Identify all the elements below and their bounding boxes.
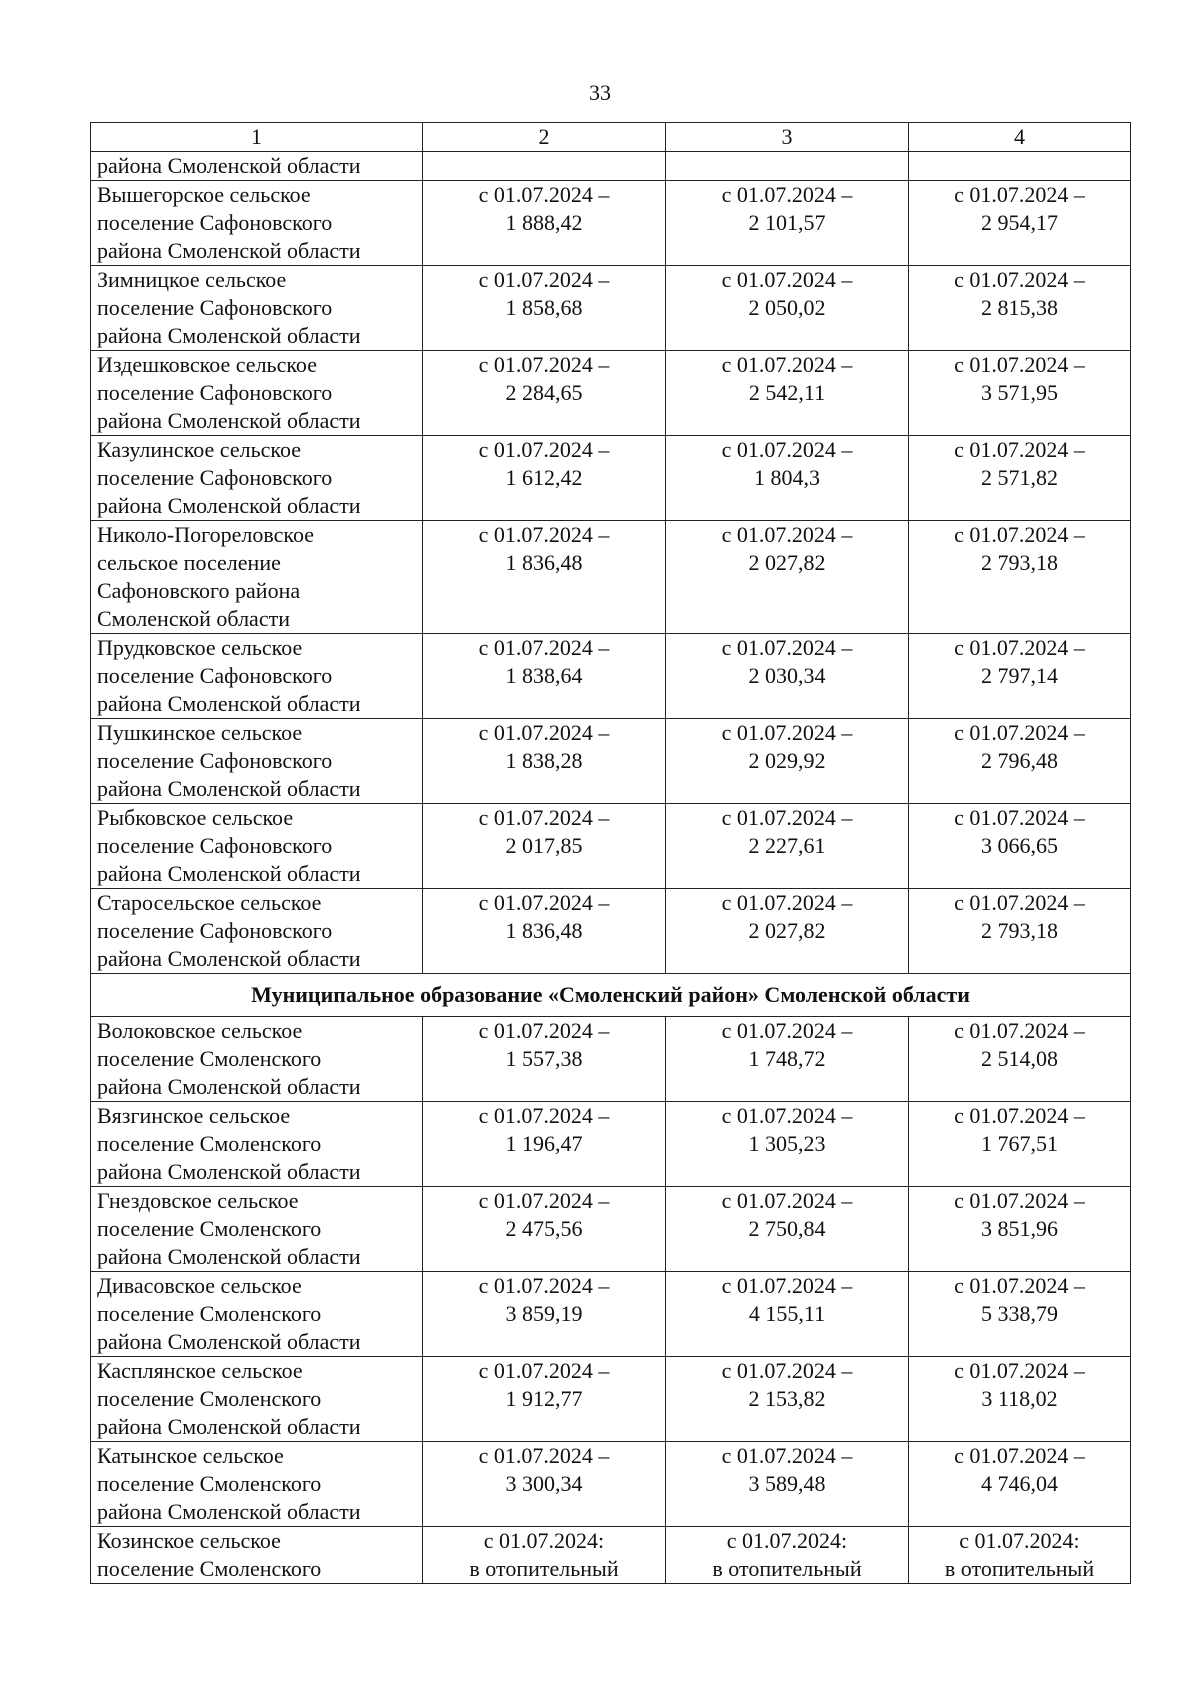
cell-line: 4 746,04	[981, 1471, 1058, 1496]
cell-line: с 01.07.2024 –	[478, 1358, 610, 1383]
tariff-cell-col2	[423, 181, 666, 266]
cell-line: поселение Сафоновского	[97, 833, 333, 858]
cell-line: 2 793,18	[981, 550, 1058, 575]
tariff-cell-col2	[423, 521, 666, 634]
cell-line: поселение Смоленского	[97, 1471, 322, 1496]
table-row	[91, 436, 1131, 521]
cell-line: 1 305,23	[748, 1131, 826, 1156]
cell-line: 3 851,96	[981, 1216, 1058, 1241]
tariff-cell-col2	[423, 266, 666, 351]
cell-line: Зимницкое сельское	[97, 267, 287, 292]
cell-line: района Смоленской области	[97, 493, 361, 518]
cell-line: 2 153,82	[748, 1386, 826, 1411]
cell-line: 3 859,19	[505, 1301, 583, 1326]
cell-line: 4 155,11	[748, 1301, 826, 1326]
tariff-cell-col4	[909, 889, 1131, 974]
cell-line: с 01.07.2024 –	[478, 1018, 610, 1043]
cell-line: с 01.07.2024 –	[478, 522, 610, 547]
cell-line: Казулинское сельское	[97, 437, 301, 462]
tariff-cell-col4	[909, 1527, 1131, 1584]
column-header-2: 2	[423, 123, 666, 152]
tariff-cell-col3	[666, 889, 909, 974]
cell-line: 2 571,82	[981, 465, 1058, 490]
cell-line: с 01.07.2024 –	[478, 1103, 610, 1128]
settlement-name	[91, 1187, 423, 1272]
tariff-cell-col3	[666, 266, 909, 351]
header-row	[91, 123, 1131, 152]
tariff-cell-col3	[666, 634, 909, 719]
cell-line: с 01.07.2024 –	[478, 720, 610, 745]
cell-line: Волоковское сельское	[97, 1018, 303, 1043]
cell-line: района Смоленской области	[97, 946, 361, 971]
cell-line: 1 748,72	[748, 1046, 826, 1071]
cell-line: поселение Сафоновского	[97, 918, 333, 943]
table-row	[91, 181, 1131, 266]
cell-line: поселение Сафоновского	[97, 295, 333, 320]
cell-line: с 01.07.2024 –	[954, 805, 1085, 830]
cell-line: поселение Сафоновского	[97, 210, 333, 235]
cell-line: 2 793,18	[981, 918, 1058, 943]
table-row	[91, 1017, 1131, 1102]
cell-line: с 01.07.2024 –	[721, 1273, 853, 1298]
tariff-cell-col4	[909, 1442, 1131, 1527]
tariff-cell-col3	[666, 1357, 909, 1442]
cell-line: поселение Смоленского	[97, 1301, 322, 1326]
cell-line: с 01.07.2024 –	[721, 1018, 853, 1043]
cell-line: с 01.07.2024 –	[721, 1188, 853, 1213]
tariff-cell-col3	[666, 1442, 909, 1527]
cell-line: поселение Смоленского	[97, 1556, 322, 1581]
tariff-cell-col4	[909, 521, 1131, 634]
cell-line: с 01.07.2024 –	[478, 267, 610, 292]
cell-line: 2 542,11	[748, 380, 826, 405]
cell-line: с 01.07.2024 –	[478, 805, 610, 830]
cell-line: района Смоленской области	[97, 238, 361, 263]
cell-line: с 01.07.2024 –	[954, 635, 1085, 660]
cell-line: с 01.07.2024 –	[721, 890, 853, 915]
cell-line: с 01.07.2024 –	[954, 1443, 1085, 1468]
tariff-cell-col2	[423, 1102, 666, 1187]
cell-line: 2 514,08	[981, 1046, 1058, 1071]
settlement-name	[91, 1357, 423, 1442]
cell-line: с 01.07.2024 –	[721, 720, 853, 745]
cell-line: с 01.07.2024 –	[954, 1103, 1085, 1128]
cell-line: с 01.07.2024:	[726, 1528, 848, 1553]
cell-line: 3 118,02	[981, 1386, 1058, 1411]
empty-cell	[423, 152, 666, 181]
empty-cell	[909, 152, 1131, 181]
tariff-table	[90, 122, 1131, 1584]
cell-line: 2 050,02	[748, 295, 826, 320]
settlement-name	[91, 634, 423, 719]
column-header-3: 3	[666, 123, 909, 152]
tariff-cell-col3	[666, 1187, 909, 1272]
cell-line: 3 066,65	[981, 833, 1058, 858]
tariff-cell-col4	[909, 1102, 1131, 1187]
cell-line: 2 475,56	[505, 1216, 583, 1241]
cell-line: 2 101,57	[748, 210, 826, 235]
settlement-name	[91, 1527, 423, 1584]
tariff-cell-col2	[423, 1187, 666, 1272]
cell-line: Гнездовское сельское	[97, 1188, 299, 1213]
cell-line: с 01.07.2024 –	[721, 635, 853, 660]
cell-line: поселение Сафоновского	[97, 465, 333, 490]
table-row	[91, 266, 1131, 351]
cell-line: с 01.07.2024 –	[478, 1188, 610, 1213]
tariff-cell-col2	[423, 1272, 666, 1357]
cell-line: 2 954,17	[981, 210, 1058, 235]
cell-line: 2 027,82	[748, 918, 826, 943]
cell-line: 1 912,77	[505, 1386, 583, 1411]
tariff-cell-col2	[423, 804, 666, 889]
cell-line: 5 338,79	[981, 1301, 1058, 1326]
cell-line: Сафоновского района	[97, 578, 301, 603]
cell-line: 2 797,14	[981, 663, 1058, 688]
cell-line: поселение Смоленского	[97, 1131, 322, 1156]
tariff-cell-col3	[666, 804, 909, 889]
tariff-cell-col3	[666, 1102, 909, 1187]
cell-line: 1 838,28	[505, 748, 583, 773]
cell-line: 1 836,48	[505, 918, 583, 943]
cell-line: Касплянское сельское	[97, 1358, 303, 1383]
settlement-name	[91, 266, 423, 351]
cell-line: Старосельское сельское	[97, 890, 322, 915]
cell-line: Вязгинское сельское	[97, 1103, 291, 1128]
cell-line: Издешковское сельское	[97, 352, 317, 377]
tariff-cell-col4	[909, 266, 1131, 351]
cell-line: с 01.07.2024 –	[478, 1443, 610, 1468]
settlement-name: района Смоленской области	[91, 152, 423, 181]
cell-line: района Смоленской области	[97, 408, 361, 433]
cell-line: 2 815,38	[981, 295, 1058, 320]
tariff-cell-col4	[909, 719, 1131, 804]
cell-line: с 01.07.2024 –	[721, 805, 853, 830]
table-row	[91, 1187, 1131, 1272]
section-title: Муниципальное образование «Смоленский район» Смоленской области	[91, 974, 1131, 1017]
cell-line: 3 300,34	[505, 1471, 583, 1496]
tariff-cell-col4	[909, 634, 1131, 719]
table-row	[91, 804, 1131, 889]
cell-line: 2 796,48	[981, 748, 1058, 773]
cell-line: 1 836,48	[505, 550, 583, 575]
cell-line: района Смоленской области	[97, 323, 361, 348]
cell-line: с 01.07.2024 –	[721, 267, 853, 292]
cell-line: Катынское сельское	[97, 1443, 284, 1468]
cell-line: в отопительный	[712, 1556, 862, 1581]
cell-line: 2 029,92	[748, 748, 826, 773]
settlement-name	[91, 181, 423, 266]
cell-line: поселение Сафоновского	[97, 663, 333, 688]
cell-line: Николо-Погореловское	[97, 522, 314, 547]
cell-line: 1 767,51	[981, 1131, 1058, 1156]
table-row	[91, 1357, 1131, 1442]
table-row	[91, 1442, 1131, 1527]
table-row	[91, 634, 1131, 719]
cell-line: с 01.07.2024 –	[954, 1358, 1085, 1383]
cell-line: Прудковское сельское	[97, 635, 303, 660]
tariff-cell-col4	[909, 1357, 1131, 1442]
cell-line: 2 284,65	[505, 380, 583, 405]
tariff-cell-col3	[666, 351, 909, 436]
cell-line: с 01.07.2024 –	[954, 890, 1085, 915]
cell-line: района Смоленской области	[97, 1159, 361, 1184]
cell-line: поселение Смоленского	[97, 1216, 322, 1241]
cell-line: поселение Сафоновского	[97, 748, 333, 773]
settlement-name	[91, 889, 423, 974]
cell-line: с 01.07.2024 –	[478, 1273, 610, 1298]
cell-line: 2 030,34	[748, 663, 826, 688]
cell-line: района Смоленской области	[97, 691, 361, 716]
table-row	[91, 521, 1131, 634]
tariff-cell-col4	[909, 804, 1131, 889]
cell-line: с 01.07.2024 –	[721, 1443, 853, 1468]
cell-line: 1 196,47	[505, 1131, 583, 1156]
cell-line: с 01.07.2024 –	[954, 1273, 1085, 1298]
cell-line: с 01.07.2024 –	[721, 182, 853, 207]
cell-line: Пушкинское сельское	[97, 720, 303, 745]
cell-line: 2 027,82	[748, 550, 826, 575]
tariff-cell-col2	[423, 719, 666, 804]
cell-line: с 01.07.2024 –	[478, 352, 610, 377]
table-row	[91, 351, 1131, 436]
cell-line: 2 750,84	[748, 1216, 826, 1241]
page-number: 33	[589, 80, 611, 105]
cell-line: 1 838,64	[505, 663, 583, 688]
cell-line: Козинское сельское	[97, 1528, 281, 1553]
column-header-1: 1	[91, 123, 423, 152]
cell-line: с 01.07.2024 –	[478, 182, 610, 207]
cell-line: с 01.07.2024 –	[721, 352, 853, 377]
empty-cell	[666, 152, 909, 181]
cell-line: Дивасовское сельское	[97, 1273, 302, 1298]
cell-line: 1 858,68	[505, 295, 583, 320]
cell-line: 1 888,42	[505, 210, 583, 235]
cell-line: 1 804,3	[754, 465, 820, 490]
cell-line: с 01.07.2024 –	[721, 1103, 853, 1128]
cell-line: поселение Сафоновского	[97, 380, 333, 405]
tariff-cell-col4	[909, 1017, 1131, 1102]
cell-line: с 01.07.2024 –	[954, 720, 1085, 745]
cell-line: с 01.07.2024 –	[721, 1358, 853, 1383]
section-row	[91, 974, 1131, 1017]
cell-line: с 01.07.2024 –	[954, 267, 1085, 292]
cell-line: с 01.07.2024:	[959, 1528, 1080, 1553]
tariff-cell-col2	[423, 351, 666, 436]
cell-line: поселение Смоленского	[97, 1386, 322, 1411]
tariff-cell-col2	[423, 436, 666, 521]
cell-line: района Смоленской области	[97, 776, 361, 801]
settlement-name	[91, 436, 423, 521]
tariff-cell-col2	[423, 1442, 666, 1527]
column-header-4: 4	[909, 123, 1131, 152]
cell-line: 3 589,48	[748, 1471, 826, 1496]
cell-line: Смоленской области	[97, 606, 290, 631]
continuation-row	[91, 152, 1131, 181]
cell-line: с 01.07.2024 –	[478, 635, 610, 660]
tariff-cell-col3	[666, 436, 909, 521]
cell-line: района Смоленской области	[97, 1074, 361, 1099]
tariff-cell-col2	[423, 1527, 666, 1584]
cell-line: поселение Смоленского	[97, 1046, 322, 1071]
cell-line: района Смоленской области	[97, 1329, 361, 1354]
cell-line: в отопительный	[944, 1556, 1095, 1581]
tariff-cell-col3	[666, 1017, 909, 1102]
table-row	[91, 1102, 1131, 1187]
cell-line: 2 227,61	[748, 833, 826, 858]
cell-line: с 01.07.2024 –	[721, 522, 853, 547]
tariff-cell-col2	[423, 889, 666, 974]
table-row	[91, 1527, 1131, 1584]
cell-line: Рыбковское сельское	[97, 805, 294, 830]
cell-line: 3 571,95	[981, 380, 1058, 405]
cell-line: района Смоленской области	[97, 861, 361, 886]
cell-line: с 01.07.2024 –	[954, 182, 1085, 207]
settlement-name	[91, 521, 423, 634]
settlement-name	[91, 1017, 423, 1102]
tariff-cell-col4	[909, 436, 1131, 521]
settlement-name	[91, 351, 423, 436]
tariff-cell-col3	[666, 1272, 909, 1357]
tariff-cell-col4	[909, 351, 1131, 436]
cell-line: с 01.07.2024 –	[954, 437, 1085, 462]
tariff-cell-col3	[666, 521, 909, 634]
cell-line: с 01.07.2024 –	[478, 890, 610, 915]
cell-line: 1 612,42	[505, 465, 583, 490]
tariff-cell-col2	[423, 1357, 666, 1442]
tariff-cell-col4	[909, 1272, 1131, 1357]
cell-line: района Смоленской области	[97, 1499, 361, 1524]
settlement-name	[91, 719, 423, 804]
cell-line: с 01.07.2024 –	[721, 437, 853, 462]
tariff-cell-col4	[909, 1187, 1131, 1272]
table-row	[91, 719, 1131, 804]
cell-line: 2 017,85	[505, 833, 583, 858]
settlement-name	[91, 1442, 423, 1527]
cell-line: 1 557,38	[505, 1046, 583, 1071]
cell-line: с 01.07.2024 –	[954, 1018, 1085, 1043]
settlement-name	[91, 1272, 423, 1357]
settlement-name	[91, 1102, 423, 1187]
tariff-cell-col2	[423, 634, 666, 719]
cell-line: района Смоленской области	[97, 1414, 361, 1439]
cell-line: Вышегорское сельское	[97, 182, 311, 207]
cell-line: в отопительный	[469, 1556, 619, 1581]
settlement-name	[91, 804, 423, 889]
table-row	[91, 889, 1131, 974]
tariff-cell-col3	[666, 719, 909, 804]
cell-line: с 01.07.2024 –	[954, 352, 1085, 377]
cell-line: с 01.07.2024 –	[954, 1188, 1085, 1213]
tariff-cell-col3	[666, 1527, 909, 1584]
cell-line: сельское поселение	[97, 550, 281, 575]
cell-line: с 01.07.2024 –	[478, 437, 610, 462]
cell-line: с 01.07.2024 –	[954, 522, 1085, 547]
table-row	[91, 1272, 1131, 1357]
tariff-cell-col3	[666, 181, 909, 266]
cell-line: района Смоленской области	[97, 1244, 361, 1269]
tariff-cell-col4	[909, 181, 1131, 266]
tariff-cell-col2	[423, 1017, 666, 1102]
cell-line: с 01.07.2024:	[483, 1528, 605, 1553]
